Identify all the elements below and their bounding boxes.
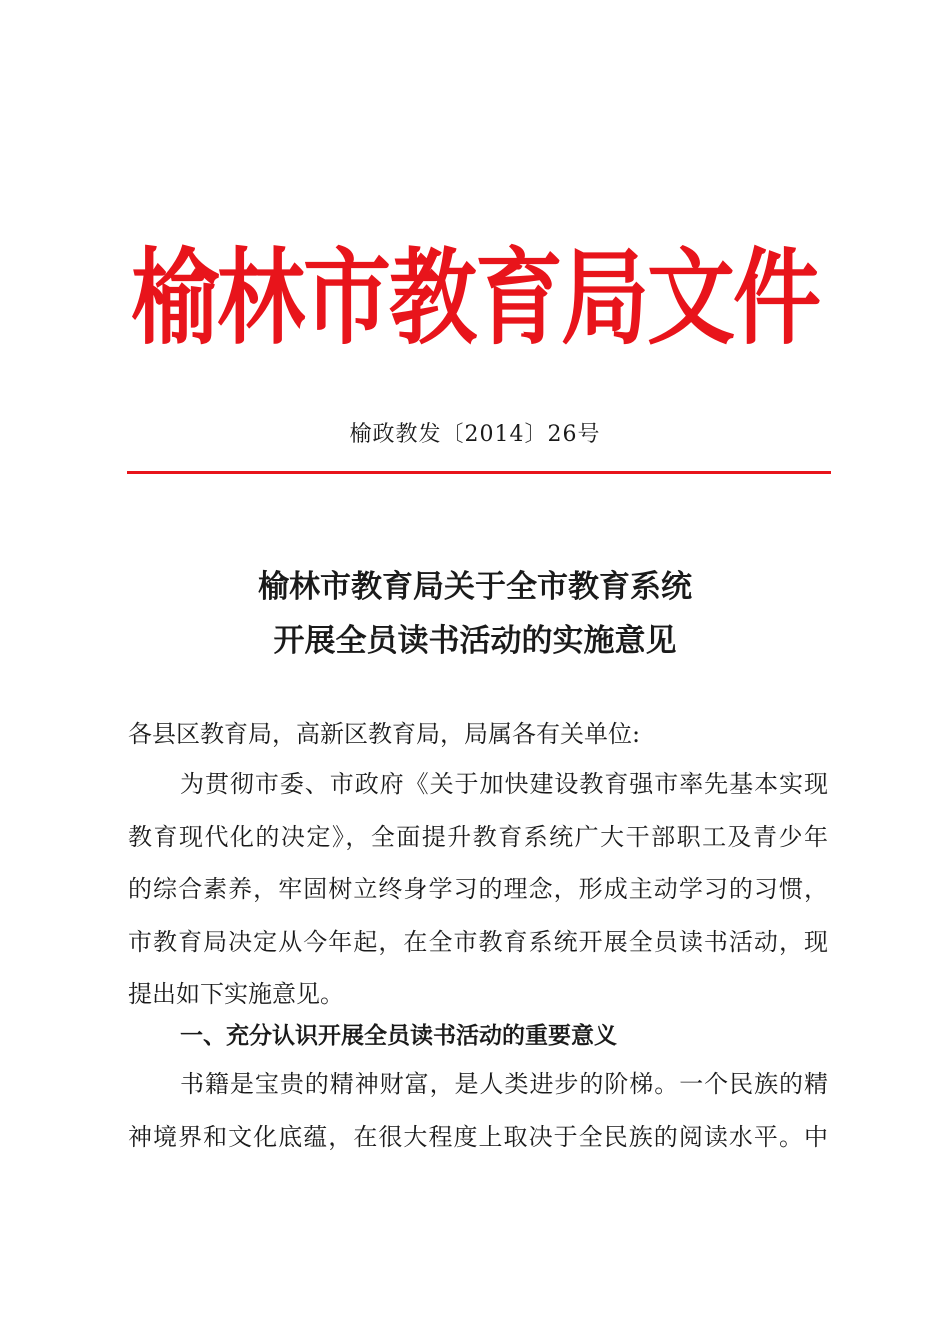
salutation: 各县区教育局，高新区教育局，局属各有关单位: <box>128 720 641 748</box>
paragraph-line: 为贯彻市委、市政府《关于加快建设教育强市率先基本实现 <box>180 770 828 798</box>
document-title-line-2: 开展全员读书活动的实施意见 <box>273 623 677 659</box>
paragraph-section-1 <box>128 1058 828 1163</box>
paragraph-line: 教育现代化的决定》，全面提升教育系统广大干部职工及青少年 <box>128 822 828 851</box>
red-divider-line <box>127 471 831 474</box>
paragraph-line: 的综合素养，牢固树立终身学习的理念，形成主动学习的习惯， <box>128 875 828 904</box>
paragraph-line: 书籍是宝贵的精神财富，是人类进步的阶梯。一个民族的精 <box>180 1070 828 1098</box>
paragraph-line: 提出如下实施意见。 <box>128 980 344 1009</box>
paragraph-intro <box>128 758 828 1021</box>
masthead-title: 榆林市教育局文件 <box>130 236 819 359</box>
document-title <box>0 560 950 668</box>
document-title-line-1: 榆林市教育局关于全市教育系统 <box>258 569 692 605</box>
document-number: 榆政教发〔2014〕26号 <box>349 422 601 447</box>
paragraph-line: 神境界和文化底蕴，在很大程度上取决于全民族的阅读水平。中 <box>128 1122 828 1151</box>
section-heading-1: 一、充分认识开展全员读书活动的重要意义 <box>180 1023 617 1049</box>
paragraph-line: 市教育局决定从今年起，在全市教育系统开展全员读书活动，现 <box>128 927 828 956</box>
